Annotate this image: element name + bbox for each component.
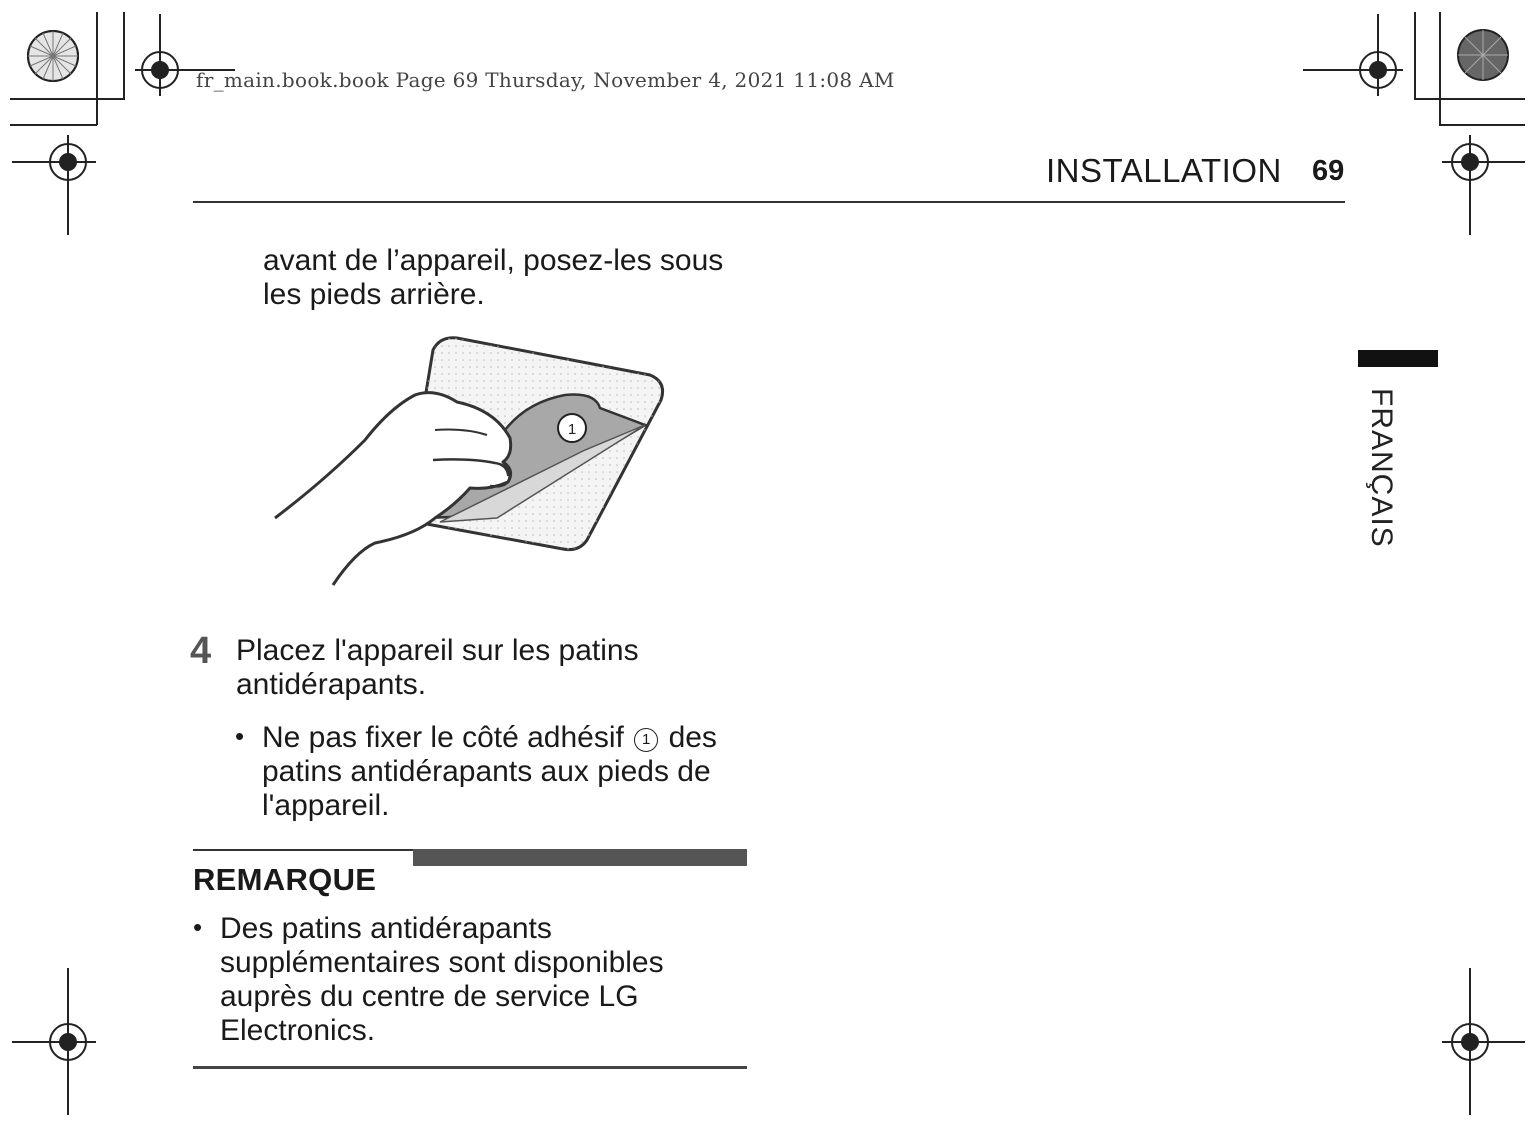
crosshair-right-top — [1442, 135, 1525, 235]
step-instruction: Placez l'appareil sur les patins antidérapants. — [236, 634, 639, 701]
section-title: INSTALLATION — [1046, 152, 1282, 189]
registration-target-top-right — [1458, 30, 1508, 80]
header-rule — [193, 201, 1345, 203]
crosshair-right-bottom — [1442, 968, 1525, 1115]
hand-icon — [275, 393, 511, 585]
crosshair-left-bottom — [12, 968, 96, 1115]
language-tab-marker — [1358, 350, 1438, 367]
note-title: REMARQUE — [193, 862, 377, 897]
print-slug: fr_main.book.book Page 69 Thursday, November 4, 2021 11:08 AM — [196, 68, 895, 92]
step-number: 4 — [190, 630, 212, 672]
bullet-icon: • — [235, 721, 245, 751]
page-number: 69 — [1312, 155, 1345, 187]
step-bullet-text-before: Ne pas fixer le côté adhésif — [262, 721, 624, 754]
callout-1-inline-icon: 1 — [634, 728, 658, 752]
step-bullet-text-after: des patins antidérapants aux pieds de l'appareil. — [262, 721, 717, 822]
language-tab-label: FRANÇAIS — [1365, 388, 1398, 548]
note-top-rule — [193, 849, 413, 851]
step-bullet — [262, 721, 742, 823]
anti-slip-pad-illustration — [265, 330, 675, 595]
registration-target-top-left — [28, 31, 78, 81]
continuation-text: avant de l’appareil, posez-les sous les pieds arrière. — [263, 244, 724, 311]
crosshair-left-top — [12, 135, 96, 235]
callout-1-label: 1 — [567, 421, 577, 438]
crosshair-top-2 — [1303, 14, 1403, 96]
note-header-bar — [413, 849, 747, 866]
note-bottom-rule — [193, 1066, 747, 1069]
note-text: Des patins antidérapants supplémentaires sont disponibles auprès du centre de service LG Electronics. — [220, 912, 664, 1047]
bullet-icon: • — [193, 912, 203, 942]
